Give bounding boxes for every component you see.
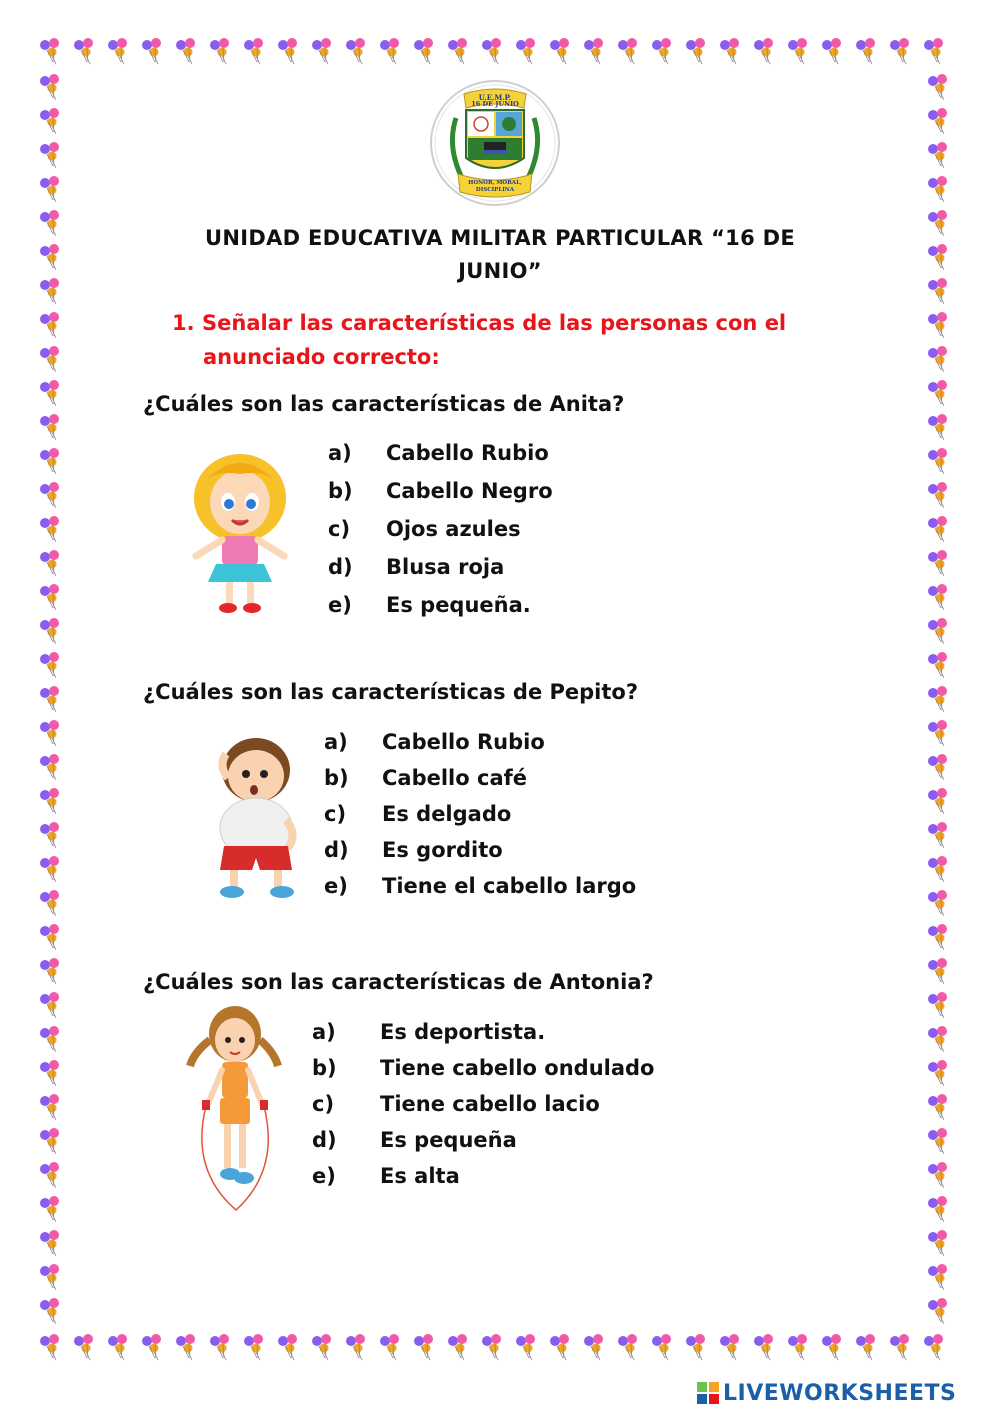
- balloon-decoration: [928, 448, 947, 474]
- option-c[interactable]: [328, 510, 553, 548]
- balloon-decoration: [618, 38, 637, 64]
- balloon-decoration: [928, 686, 947, 712]
- liveworksheets-logo[interactable]: [697, 1380, 956, 1406]
- options-anita: [328, 434, 553, 624]
- balloon-decoration: [40, 686, 59, 712]
- option-letter: d): [324, 838, 349, 862]
- balloon-decoration: [928, 1230, 947, 1256]
- school-title: [150, 222, 850, 288]
- balloon-decoration: [40, 822, 59, 848]
- balloon-decoration: [928, 720, 947, 746]
- option-a[interactable]: [328, 434, 553, 472]
- balloon-decoration: [142, 38, 161, 64]
- balloon-decoration: [686, 38, 705, 64]
- balloon-decoration: [928, 1264, 947, 1290]
- girl-anita-icon: [182, 440, 298, 620]
- balloon-decoration: [584, 38, 603, 64]
- option-letter: b): [324, 766, 349, 790]
- balloon-decoration: [928, 176, 947, 202]
- question-pepito: ¿Cuáles son las características de Pepito?: [143, 680, 639, 704]
- balloon-decoration: [928, 142, 947, 168]
- balloon-decoration: [584, 1334, 603, 1360]
- option-text: Es pequeña: [380, 1128, 517, 1152]
- balloon-decoration: [550, 38, 569, 64]
- balloon-decoration: [928, 754, 947, 780]
- balloon-decoration: [788, 1334, 807, 1360]
- balloon-decoration: [720, 38, 739, 64]
- liveworksheets-brand-text: LIVEWORKSHEETS: [723, 1380, 957, 1406]
- balloon-decoration: [822, 38, 841, 64]
- balloon-decoration: [346, 1334, 365, 1360]
- option-text: Tiene el cabello largo: [382, 874, 637, 898]
- balloon-decoration: [856, 38, 875, 64]
- balloon-decoration: [40, 244, 59, 270]
- options-pepito: [324, 724, 636, 904]
- balloon-decoration: [618, 1334, 637, 1360]
- balloon-decoration: [890, 1334, 909, 1360]
- balloon-decoration: [40, 1094, 59, 1120]
- balloon-decoration: [40, 1334, 59, 1360]
- option-letter: c): [328, 517, 351, 541]
- balloon-decoration: [40, 618, 59, 644]
- option-b[interactable]: [312, 1050, 655, 1086]
- option-text: Cabello Rubio: [386, 441, 549, 465]
- option-text: Tiene cabello lacio: [380, 1092, 600, 1116]
- balloon-decoration: [928, 1026, 947, 1052]
- balloon-decoration: [40, 210, 59, 236]
- balloon-decoration: [822, 1334, 841, 1360]
- balloon-decoration: [928, 1298, 947, 1324]
- balloon-decoration: [928, 74, 947, 100]
- balloon-decoration: [40, 754, 59, 780]
- balloon-decoration: [74, 1334, 93, 1360]
- balloon-decoration: [928, 1162, 947, 1188]
- balloon-decoration: [74, 38, 93, 64]
- option-a[interactable]: [324, 724, 636, 760]
- balloon-decoration: [40, 312, 59, 338]
- balloon-decoration: [652, 38, 671, 64]
- balloon-decoration: [40, 652, 59, 678]
- option-letter: b): [312, 1056, 337, 1080]
- instruction-number: 1.: [172, 311, 195, 335]
- balloon-decoration: [928, 584, 947, 610]
- balloon-decoration: [928, 890, 947, 916]
- instruction-line1: Señalar las características de las personas con el: [202, 311, 787, 335]
- balloon-decoration: [928, 108, 947, 134]
- balloon-decoration: [928, 346, 947, 372]
- balloon-decoration: [40, 516, 59, 542]
- option-e[interactable]: [328, 586, 553, 624]
- balloon-decoration: [40, 856, 59, 882]
- option-c[interactable]: [324, 796, 636, 832]
- option-text: Cabello café: [382, 766, 527, 790]
- balloon-decoration: [40, 1162, 59, 1188]
- balloon-decoration: [312, 1334, 331, 1360]
- balloon-decoration: [482, 1334, 501, 1360]
- school-title-line1: UNIDAD EDUCATIVA MILITAR PARTICULAR “16 DE: [205, 226, 795, 250]
- option-b[interactable]: [328, 472, 553, 510]
- balloon-decoration: [928, 1128, 947, 1154]
- balloon-decoration: [928, 244, 947, 270]
- balloon-decoration: [928, 924, 947, 950]
- balloon-decoration: [40, 1298, 59, 1324]
- balloon-decoration: [40, 278, 59, 304]
- balloon-decoration: [928, 958, 947, 984]
- balloon-decoration: [142, 1334, 161, 1360]
- balloon-decoration: [928, 856, 947, 882]
- antonia-illustration: [180, 1000, 290, 1218]
- balloon-decoration: [928, 482, 947, 508]
- balloon-decoration: [40, 924, 59, 950]
- balloon-decoration: [40, 346, 59, 372]
- balloon-decoration: [928, 652, 947, 678]
- option-text: Tiene cabello ondulado: [380, 1056, 655, 1080]
- balloon-decoration: [928, 992, 947, 1018]
- school-crest: [428, 78, 562, 208]
- balloon-decoration: [40, 142, 59, 168]
- balloon-decoration: [40, 414, 59, 440]
- balloon-decoration: [928, 788, 947, 814]
- option-text: Es delgado: [382, 802, 512, 826]
- option-d[interactable]: [312, 1122, 655, 1158]
- option-b[interactable]: [324, 760, 636, 796]
- balloon-decoration: [928, 278, 947, 304]
- balloon-decoration: [278, 1334, 297, 1360]
- balloon-decoration: [210, 38, 229, 64]
- option-a[interactable]: [312, 1014, 655, 1050]
- option-letter: e): [324, 874, 348, 898]
- option-text: Ojos azules: [386, 517, 521, 541]
- balloon-decoration: [40, 482, 59, 508]
- girl-antonia-jump-rope-icon: [180, 1000, 290, 1214]
- balloon-decoration: [380, 1334, 399, 1360]
- balloon-decoration: [686, 1334, 705, 1360]
- option-text: Es pequeña.: [386, 593, 531, 617]
- balloon-decoration: [40, 1026, 59, 1052]
- balloon-decoration: [40, 1264, 59, 1290]
- balloon-decoration: [652, 1334, 671, 1360]
- balloon-decoration: [482, 38, 501, 64]
- option-letter: d): [312, 1128, 337, 1152]
- balloon-decoration: [40, 1230, 59, 1256]
- balloon-decoration: [928, 414, 947, 440]
- balloon-decoration: [40, 1196, 59, 1222]
- balloon-decoration: [40, 720, 59, 746]
- balloon-decoration: [346, 38, 365, 64]
- option-e[interactable]: [324, 868, 636, 904]
- balloon-decoration: [40, 38, 59, 64]
- balloon-decoration: [928, 210, 947, 236]
- balloon-decoration: [928, 1094, 947, 1120]
- balloon-decoration: [928, 312, 947, 338]
- question-antonia: ¿Cuáles son las características de Antonia?: [143, 970, 654, 994]
- balloon-decoration: [928, 516, 947, 542]
- balloon-decoration: [40, 1128, 59, 1154]
- balloon-decoration: [278, 38, 297, 64]
- balloon-decoration: [210, 1334, 229, 1360]
- option-text: Es gordito: [382, 838, 503, 862]
- option-text: Cabello Rubio: [382, 730, 545, 754]
- option-d[interactable]: [328, 548, 553, 586]
- svg-text:U.E.M.P.: U.E.M.P.: [478, 93, 512, 102]
- option-e[interactable]: [312, 1158, 655, 1194]
- balloon-decoration: [928, 550, 947, 576]
- balloon-decoration: [550, 1334, 569, 1360]
- balloon-decoration: [176, 38, 195, 64]
- school-title-line2: JUNIO”: [458, 259, 542, 283]
- option-letter: a): [324, 730, 348, 754]
- balloon-decoration: [928, 1196, 947, 1222]
- balloon-decoration: [448, 38, 467, 64]
- balloon-decoration: [40, 584, 59, 610]
- balloon-decoration: [244, 1334, 263, 1360]
- balloon-decoration: [108, 1334, 127, 1360]
- boy-pepito-icon: [200, 730, 312, 906]
- option-letter: b): [328, 479, 353, 503]
- balloon-decoration: [414, 38, 433, 64]
- option-letter: d): [328, 555, 353, 579]
- balloon-decoration: [788, 38, 807, 64]
- school-crest-logo: [428, 78, 562, 208]
- balloon-decoration: [720, 1334, 739, 1360]
- balloon-decoration: [40, 108, 59, 134]
- question-anita: ¿Cuáles son las características de Anita?: [143, 392, 625, 416]
- anita-illustration: [182, 440, 298, 624]
- balloon-decoration: [40, 992, 59, 1018]
- balloon-decoration: [516, 1334, 535, 1360]
- instruction-line2: anunciado correcto:: [203, 345, 440, 369]
- option-letter: a): [312, 1020, 336, 1044]
- balloon-decoration: [40, 74, 59, 100]
- balloon-decoration: [176, 1334, 195, 1360]
- balloon-decoration: [928, 618, 947, 644]
- balloon-decoration: [40, 448, 59, 474]
- option-c[interactable]: [312, 1086, 655, 1122]
- option-letter: c): [312, 1092, 335, 1116]
- balloon-decoration: [928, 380, 947, 406]
- option-text: Es alta: [380, 1164, 460, 1188]
- option-letter: a): [328, 441, 352, 465]
- balloon-decoration: [108, 38, 127, 64]
- balloon-decoration: [380, 38, 399, 64]
- svg-text:HONOR, MORAL,: HONOR, MORAL,: [468, 180, 522, 186]
- balloon-decoration: [40, 550, 59, 576]
- balloon-decoration: [40, 380, 59, 406]
- balloon-decoration: [924, 38, 943, 64]
- liveworksheets-mark-icon: [697, 1382, 719, 1404]
- balloon-decoration: [40, 1060, 59, 1086]
- balloon-decoration: [40, 788, 59, 814]
- svg-text:16 DE JUNIO: 16 DE JUNIO: [471, 100, 519, 108]
- option-letter: c): [324, 802, 347, 826]
- balloon-decoration: [754, 38, 773, 64]
- balloon-decoration: [244, 38, 263, 64]
- option-text: Es deportista.: [380, 1020, 546, 1044]
- balloon-decoration: [312, 38, 331, 64]
- balloon-decoration: [40, 176, 59, 202]
- svg-text:DISCIPLINA: DISCIPLINA: [475, 187, 515, 193]
- balloon-decoration: [928, 822, 947, 848]
- balloon-decoration: [516, 38, 535, 64]
- balloon-decoration: [448, 1334, 467, 1360]
- option-letter: e): [328, 593, 352, 617]
- option-d[interactable]: [324, 832, 636, 868]
- balloon-decoration: [414, 1334, 433, 1360]
- balloon-decoration: [40, 958, 59, 984]
- option-letter: e): [312, 1164, 336, 1188]
- instruction: [172, 306, 872, 374]
- option-text: Blusa roja: [386, 555, 505, 579]
- balloon-decoration: [856, 1334, 875, 1360]
- balloon-decoration: [40, 890, 59, 916]
- balloon-decoration: [928, 1060, 947, 1086]
- balloon-decoration: [890, 38, 909, 64]
- balloon-decoration: [924, 1334, 943, 1360]
- balloon-decoration: [754, 1334, 773, 1360]
- options-antonia: [312, 1014, 655, 1194]
- pepito-illustration: [200, 730, 312, 910]
- option-text: Cabello Negro: [386, 479, 553, 503]
